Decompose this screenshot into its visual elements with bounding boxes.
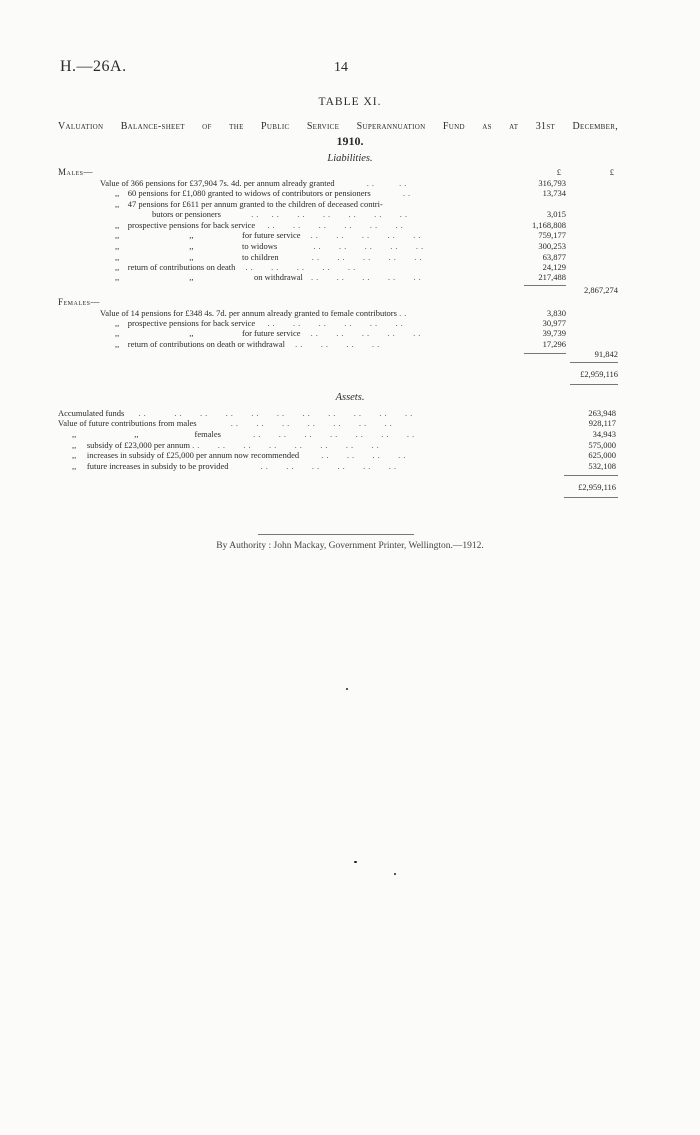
females-total: 91,842 bbox=[594, 349, 618, 359]
liability-row: butors or pensioners .. .. .. .. .. .. .. bbox=[152, 209, 410, 219]
liability-row-label: to children .. .. .. .. .. bbox=[242, 252, 425, 262]
liability-row: ,, ,, bbox=[115, 328, 194, 338]
liability-value: 63,877 bbox=[542, 252, 566, 262]
liability-value: 13,734 bbox=[542, 188, 566, 198]
scan-speck bbox=[394, 873, 396, 875]
liability-value: 17,296 bbox=[542, 339, 566, 349]
liability-row-label: to widows .. .. .. .. .. bbox=[242, 241, 427, 251]
asset-row: Accumulated funds .. .. .. .. .. .. .. .. .. .. .. bbox=[58, 408, 416, 418]
females-label: Females— bbox=[58, 297, 101, 307]
liabilities-grand-total: £2,959,116 bbox=[580, 369, 618, 379]
liability-row: ,, return of contributions on death .. .. .. .. .. bbox=[115, 262, 359, 272]
liability-row: ,, ,, bbox=[115, 272, 194, 282]
males-total: 2,867,274 bbox=[584, 285, 618, 295]
liability-row-label: for future service .. .. .. .. .. bbox=[242, 230, 424, 240]
liability-value: 24,129 bbox=[542, 262, 566, 272]
liability-value: 39,739 bbox=[542, 328, 566, 338]
liability-row: ,, prospective pensions for back service .. .. .. .. .. .. bbox=[115, 220, 406, 230]
divider bbox=[564, 497, 618, 498]
liability-row: Value of 14 pensions for £348 4s. 7d. per annum already granted to female contributors .. bbox=[100, 308, 410, 318]
divider bbox=[570, 362, 618, 363]
asset-row: ,, increases in subsidy of £25,000 per annum now recommended .. .. .. .. bbox=[72, 450, 409, 460]
liability-row: ,, return of contributions on death or withdrawal .. .. .. .. bbox=[115, 339, 383, 349]
document-code: H.—26A. bbox=[60, 58, 127, 75]
liability-row: ,, ,, bbox=[115, 230, 194, 240]
liability-value: 30,977 bbox=[542, 318, 566, 328]
asset-row: ,, future increases in subsidy to be provided .. .. .. .. .. .. bbox=[72, 461, 400, 471]
table-subtitle-year: 1910. bbox=[336, 134, 364, 148]
table-subtitle: Valuation Balance-sheet of the Public Service Superannuation Fund as at 31st December, bbox=[58, 121, 618, 132]
table-title: TABLE XI. bbox=[318, 96, 382, 108]
asset-value: 575,000 bbox=[588, 440, 616, 450]
currency-col2: £ bbox=[609, 167, 614, 177]
liability-row: ,, prospective pensions for back service .. .. .. .. .. .. bbox=[115, 318, 406, 328]
liability-row: ,, 60 pensions for £1,080 granted to widows of contributors or pensioners .. bbox=[115, 188, 414, 198]
liability-value: 1,168,808 bbox=[532, 220, 566, 230]
liability-value: 3,015 bbox=[546, 209, 566, 219]
divider bbox=[570, 384, 618, 385]
scan-speck bbox=[354, 861, 357, 863]
printer-imprint: By Authority : John Mackay, Government Printer, Wellington.—1912. bbox=[216, 541, 484, 551]
divider bbox=[524, 353, 566, 354]
asset-row: ,, ,, females .. .. .. .. .. .. .. bbox=[72, 429, 418, 439]
assets-heading: Assets. bbox=[335, 392, 365, 403]
divider bbox=[564, 475, 618, 476]
asset-value: 532,108 bbox=[588, 461, 616, 471]
asset-value: 34,943 bbox=[592, 429, 616, 439]
liability-row: ,, ,, bbox=[115, 252, 194, 262]
liability-row: Value of 366 pensions for £37,904 7s. 4d. per annum already granted .. .. bbox=[100, 178, 410, 188]
liability-value: 316,793 bbox=[538, 178, 566, 188]
scan-speck bbox=[346, 688, 348, 690]
divider bbox=[524, 285, 566, 286]
asset-row: ,, subsidy of £23,000 per annum .. .. .. .. .. .. .. .. bbox=[72, 440, 382, 450]
liability-value: 759,177 bbox=[538, 230, 566, 240]
asset-row: Value of future contributions from males .. .. .. .. .. .. .. bbox=[58, 418, 395, 428]
males-label: Males— bbox=[58, 167, 94, 177]
footer-rule bbox=[258, 534, 414, 535]
liability-row: ,, 47 pensions for £611 per annum granted to the children of deceased contri- bbox=[115, 199, 383, 209]
liability-row-label: for future service .. .. .. .. .. bbox=[242, 328, 424, 338]
assets-grand-total: £2,959,116 bbox=[578, 482, 616, 492]
liability-value: 300,253 bbox=[538, 241, 566, 251]
liabilities-heading: Liabilities. bbox=[327, 153, 373, 164]
liability-row-label: on withdrawal .. .. .. .. .. bbox=[254, 272, 424, 282]
asset-value: 263,948 bbox=[588, 408, 616, 418]
asset-value: 625,000 bbox=[588, 450, 616, 460]
page-number: 14 bbox=[334, 60, 348, 75]
liability-value: 3,830 bbox=[546, 308, 566, 318]
liability-value: 217,488 bbox=[538, 272, 566, 282]
currency-col1: £ bbox=[556, 167, 561, 177]
asset-value: 928,117 bbox=[588, 418, 616, 428]
liability-row: ,, ,, bbox=[115, 241, 194, 251]
